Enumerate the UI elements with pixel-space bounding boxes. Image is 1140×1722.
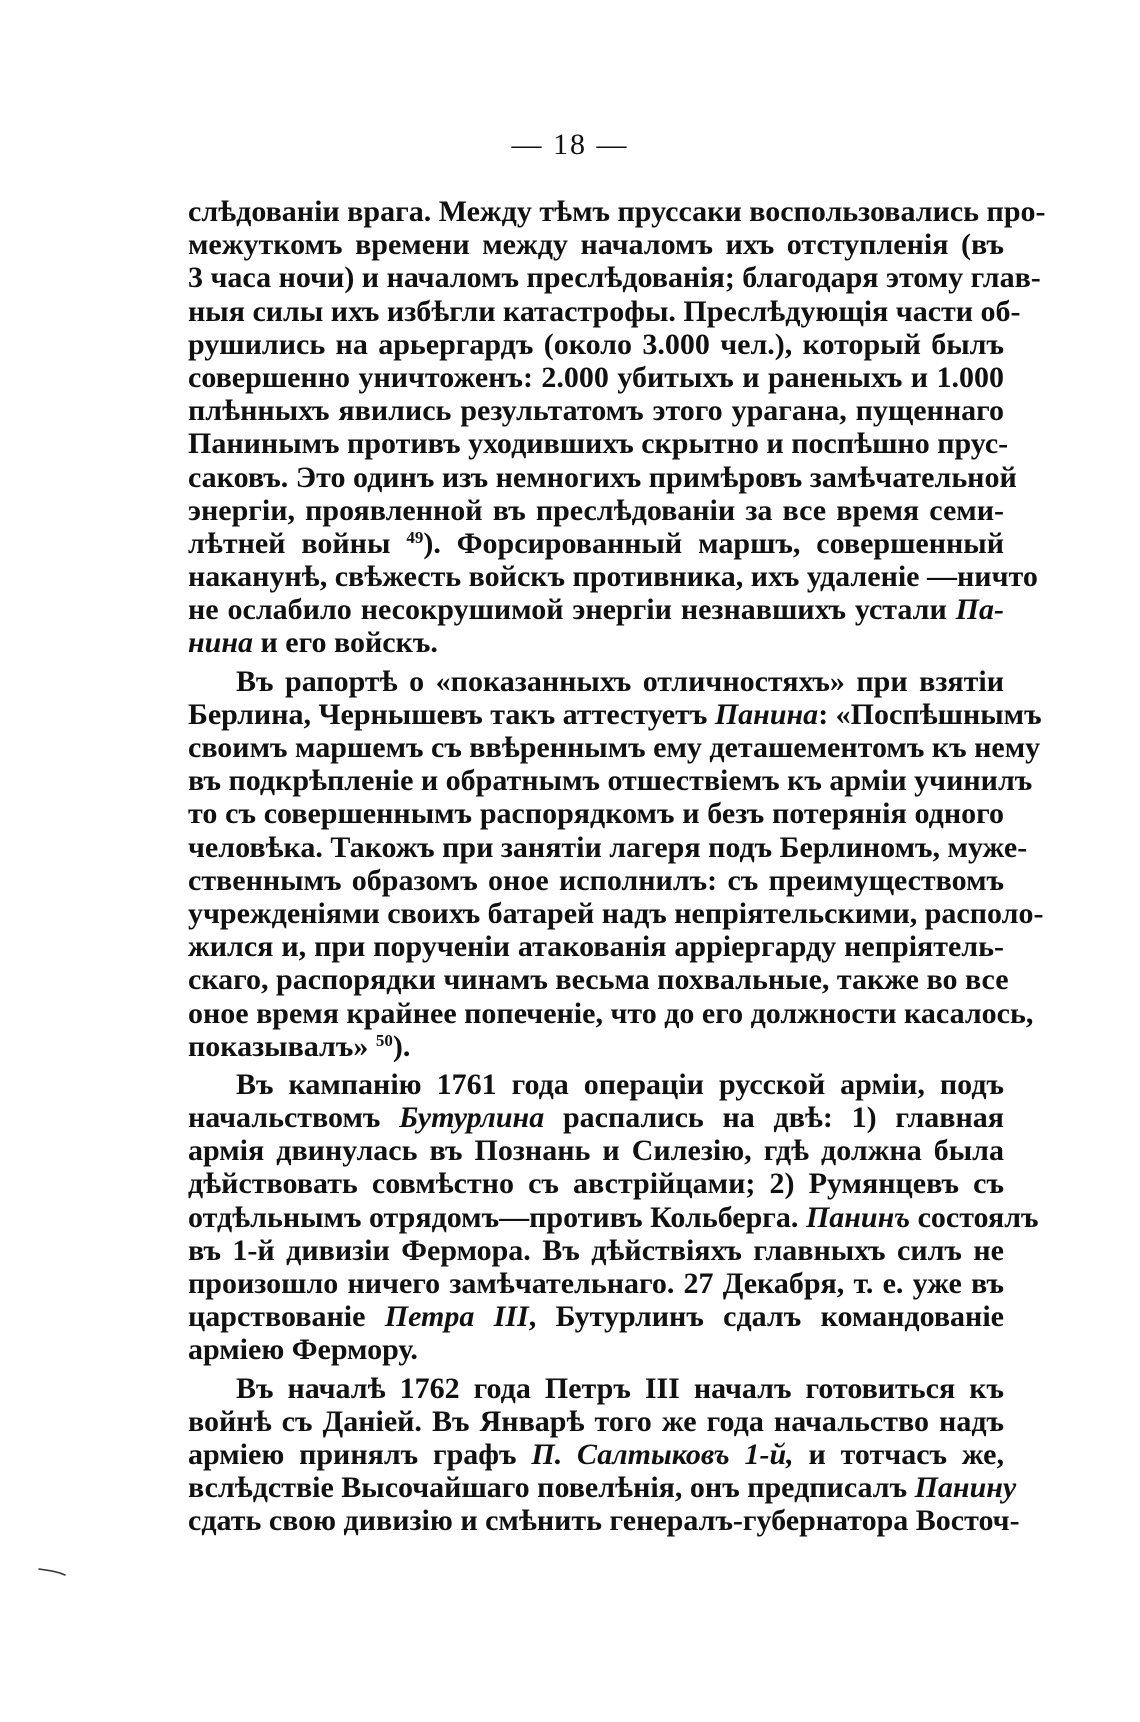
- text-line: [188, 1438, 1004, 1471]
- text-line: человѣка. Такожъ при занятіи лагеря подъ Берлиномъ, муже-: [188, 830, 1028, 864]
- text-segment: начальствомъ: [188, 1101, 381, 1135]
- name-italic: Панину: [914, 1471, 1017, 1505]
- text-line: [188, 1471, 1017, 1505]
- text-line: плѣнныхъ явились результатомъ этого урагана, пущеннаго: [188, 394, 1004, 428]
- text-segment: отдѣльнымъ отрядомъ—противъ Кольберга.: [188, 1200, 799, 1234]
- text-line: въ подкрѣпленіе и обратнымъ отшествіемъ къ арміи учинилъ: [188, 764, 1033, 798]
- text-line: совершенно уничтоженъ: 2.000 убитыхъ и раненыхъ и 1.000: [188, 360, 1004, 394]
- text-line: произошло ничего замѣчательнаго. 27 Декабря, т. е. уже въ: [188, 1267, 1004, 1300]
- text-line: въ 1-й дивизіи Фермора. Въ дѣйствіяхъ главныхъ силъ не: [188, 1233, 1004, 1267]
- text-line: войнѣ съ Даніей. Въ Январѣ того же года начальство надъ: [188, 1404, 1004, 1438]
- text-line: [188, 1200, 1039, 1234]
- text-line: жился и, при порученіи атакованія арріергарду непріятель-: [188, 930, 1004, 964]
- text-line: своимъ маршемъ съ ввѣреннымъ ему деташементомъ къ нему: [188, 731, 1041, 764]
- text-line: рушились на арьергардъ (около 3.000 чел.), который былъ: [188, 327, 1004, 361]
- footnote-marker: 50: [375, 1030, 393, 1050]
- text-segment: показывалъ»: [188, 1029, 369, 1063]
- text-segment: ). Форсированный маршъ, совершенный: [423, 526, 1005, 560]
- text-line: Въ кампанію 1761 года операціи русской арміи, подъ: [236, 1067, 1004, 1101]
- text-line: арміею Фермору.: [188, 1333, 418, 1367]
- text-segment: и тотчасъ же,: [808, 1437, 1004, 1471]
- text-segment: Берлина, Чернышевъ такъ аттестуетъ: [188, 697, 708, 731]
- text-line: межуткомъ времени между началомъ ихъ отступленія (въ: [188, 228, 1004, 262]
- text-line: [188, 697, 1042, 731]
- text-segment: лѣтней войны: [188, 526, 391, 560]
- name-italic: П. Салтыковъ 1-й,: [531, 1437, 794, 1471]
- text-line: дѣйствовать совмѣстно съ австрійцами; 2) Румянцевъ съ: [188, 1167, 1004, 1201]
- text-segment: и его войскъ.: [260, 626, 438, 660]
- text-line: Въ началѣ 1762 года Петръ III началъ готовиться къ: [236, 1371, 1004, 1405]
- text-line: 3 часа ночи) и началомъ преслѣдованія; благодаря этому глав-: [188, 261, 1041, 295]
- name-italic: Панина: [714, 697, 819, 731]
- margin-pen-mark: [38, 1566, 66, 1576]
- page-number: — 18 —: [511, 128, 629, 161]
- text-line: [188, 1300, 1004, 1333]
- text-line: сдать свою дивизію и смѣнить генералъ-губернатора Восточ-: [188, 1504, 1020, 1538]
- text-segment: не ослабило несокрушимой энергіи незнавшихъ устали: [188, 593, 947, 627]
- text-line: ныя силы ихъ избѣгли катастрофы. Преслѣдующія части об-: [188, 294, 1021, 328]
- text-line: армія двинулась въ Познань и Силезію, гдѣ должна была: [188, 1134, 1004, 1168]
- name-italic: Панинъ: [805, 1200, 911, 1234]
- text-line: Въ рапортѣ о «показанныхъ отличностяхъ» при взятіи: [236, 664, 1004, 698]
- text-line: то съ совершеннымъ распорядкомъ и безъ потерянія одного: [188, 797, 1004, 831]
- text-segment: , Бутурлинъ сдалъ командованіе: [528, 1300, 1004, 1334]
- text-segment: вслѣдствіе Высочайшаго повелѣнія, онъ предписалъ: [188, 1471, 908, 1505]
- text-line: [188, 1101, 1004, 1134]
- text-line: оное время крайнее попеченіе, что до его должности касалось,: [188, 996, 1034, 1030]
- text-line: [188, 1030, 1004, 1063]
- text-line: ственнымъ образомъ оное исполнилъ: съ преимуществомъ: [188, 863, 1004, 897]
- body-text: [188, 195, 1046, 1538]
- text-line: наканунѣ, свѣжесть войскъ противника, ихъ удаленіе —ничто: [188, 560, 1038, 594]
- text-line: слѣдованіи врага. Между тѣмъ пруссаки воспользовались про-: [188, 195, 1046, 228]
- text-line: учрежденіями своихъ батарей надъ непріятельскими, располо-: [188, 896, 1044, 930]
- text-segment: : «Поспѣшнымъ: [818, 697, 1042, 731]
- text-line: [188, 593, 1004, 626]
- footnote-marker: 49: [406, 527, 424, 547]
- text-segment: царствованіе: [188, 1300, 366, 1334]
- text-line: саковъ. Это одинъ изъ немногихъ примѣровъ замѣчательной: [188, 460, 1017, 494]
- name-italic: Па-: [955, 593, 1004, 627]
- name-italic: Петра III: [384, 1300, 529, 1334]
- text-line: Панинымъ противъ уходившихъ скрытно и поспѣшно прус-: [188, 427, 1009, 461]
- text-line: [188, 626, 1004, 659]
- text-segment: распались на двѣ: 1) главная: [562, 1101, 1005, 1135]
- text-line: энергіи, проявленной въ преслѣдованіи за все время семи-: [188, 493, 1004, 527]
- name-italic: нина: [188, 626, 253, 660]
- text-segment: состоялъ: [917, 1200, 1039, 1234]
- text-line: скаго, распорядки чинамъ весьма похвальные, также во все: [188, 963, 1009, 997]
- name-italic: Бутурлина: [399, 1101, 545, 1135]
- text-segment: арміею принялъ графъ: [188, 1437, 517, 1471]
- text-segment: ).: [392, 1029, 411, 1063]
- text-line: [188, 527, 1004, 560]
